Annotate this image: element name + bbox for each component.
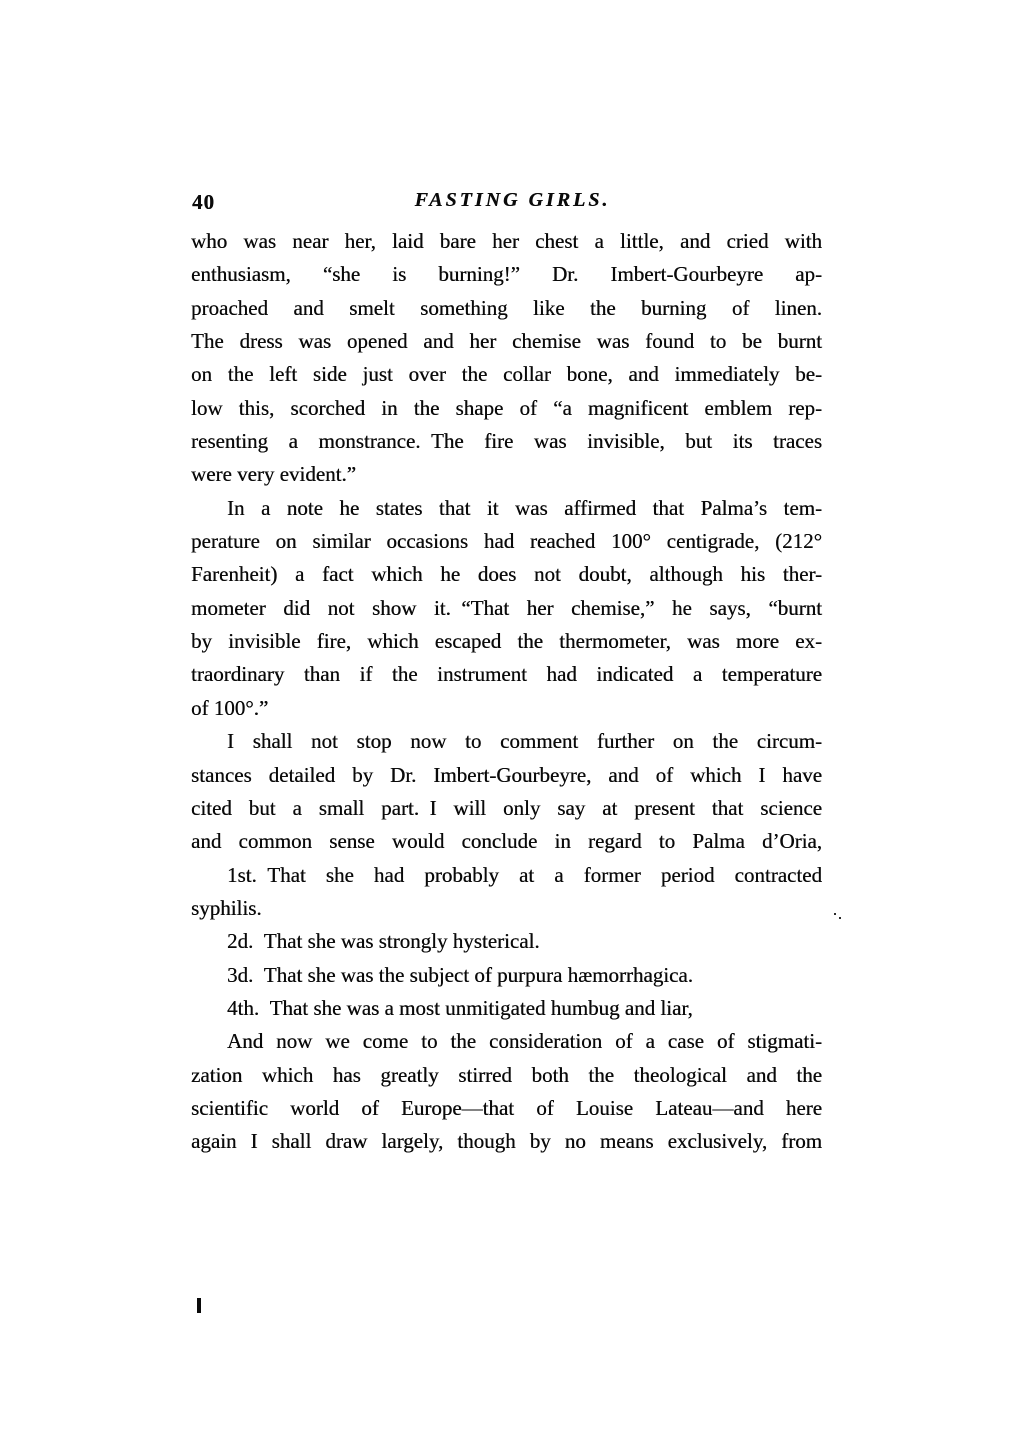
- text-line: resenting a monstrance. The fire was invisible, but its traces: [191, 429, 822, 454]
- text-line: of 100°.”: [191, 695, 269, 720]
- text-line: 2d. That she was strongly hysterical.: [227, 929, 540, 954]
- scan-speck: [834, 913, 836, 915]
- text-line: 3d. That she was the subject of purpura hæmorrhagica.: [227, 962, 693, 987]
- text-line: and common sense would conclude in regard to Palma d’Oria,: [191, 829, 822, 854]
- text-line: perature on similar occasions had reached 100° centigrade, (212°: [191, 529, 822, 554]
- text-line: 1st. That she had probably at a former period contracted: [227, 862, 822, 887]
- text-line: mometer did not show it. “That her chemise,” he says, “burnt: [191, 595, 822, 620]
- text-line: Farenheit) a fact which he does not doubt, although his ther-: [191, 562, 822, 587]
- text-line: stances detailed by Dr. Imbert-Gourbeyre, and of which I have: [191, 762, 822, 787]
- text-line: In a note he states that it was affirmed that Palma’s tem-: [227, 495, 822, 520]
- text-line: syphilis.: [191, 895, 262, 920]
- text-line: 4th. That she was a most unmitigated humbug and liar,: [227, 995, 693, 1020]
- text-line: by invisible fire, which escaped the thermometer, was more ex-: [191, 629, 822, 654]
- text-line: on the left side just over the collar bone, and immediately be-: [191, 362, 822, 387]
- text-line: who was near her, laid bare her chest a little, and cried with: [191, 229, 822, 253]
- text-line: I shall not stop now to comment further on the circum-: [227, 729, 822, 754]
- scan-speck: [839, 917, 841, 919]
- text-line: The dress was opened and her chemise was found to be burnt: [191, 329, 822, 354]
- text-line: low this, scorched in the shape of “a magnificent emblem rep-: [191, 395, 822, 420]
- text-line: And now we come to the consideration of a case of stigmati-: [227, 1029, 822, 1054]
- text-line: were very evident.”: [191, 462, 356, 487]
- text-body: [191, 225, 822, 1159]
- text-line: enthusiasm, “she is burning!” Dr. Imbert-Gourbeyre ap-: [191, 262, 822, 287]
- text-line: again I shall draw largely, though by no means exclusively, from: [191, 1129, 822, 1154]
- running-title: FASTING GIRLS.: [414, 189, 611, 211]
- page-number: 40: [192, 190, 215, 214]
- text-line: zation which has greatly stirred both the theological and the: [191, 1062, 822, 1087]
- text-line: proached and smelt something like the burning of linen.: [191, 295, 822, 320]
- text-line: traordinary than if the instrument had indicated a temperature: [191, 662, 822, 687]
- text-line: scientific world of Europe—that of Louise Lateau—and here: [191, 1095, 822, 1120]
- signature-mark: [197, 1298, 201, 1313]
- text-line: cited but a small part. I will only say at present that science: [191, 795, 822, 820]
